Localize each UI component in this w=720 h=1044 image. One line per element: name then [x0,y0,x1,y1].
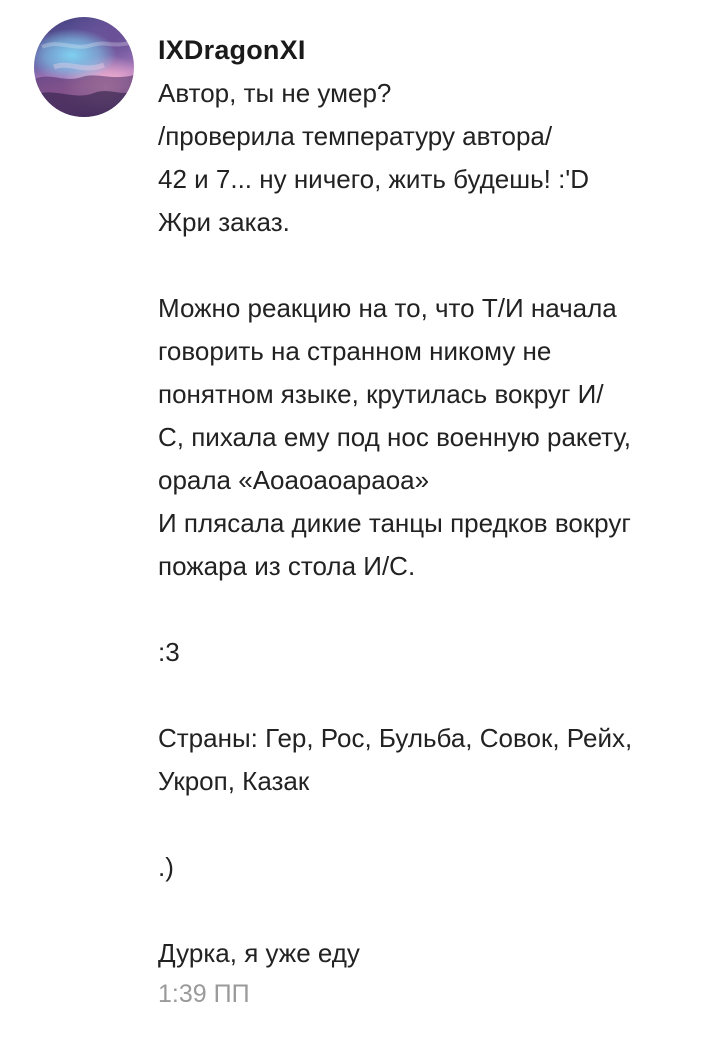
message-line: Страны: Гер, Рос, Бульба, Совок, Рейх, [158,723,633,753]
message-line: /проверила температуру автора/ [158,121,553,151]
message-line: Автор, ты не умер? [158,78,392,108]
message-line [158,889,703,932]
username[interactable]: IXDragonXI [158,35,306,65]
message-line: понятном языке, крутилась вокруг И/ [158,379,604,409]
message-line: 42 и 7... ну ничего, жить будешь! :'D [158,164,590,194]
message-line: Можно реакцию на то, что Т/И начала [158,293,617,323]
message-line [158,244,703,287]
message-line: пожара из стола И/С. [158,551,416,581]
message-line: говорить на странном никому не [158,336,552,366]
message-line: Жри заказ. [158,207,290,237]
message-line [158,588,703,631]
comment-content [158,28,703,1013]
message-line: орала «Аоаоаоараоа» [158,465,430,495]
timestamp: 1:39 ПП [158,980,250,1008]
message-line: .) [158,852,174,882]
message-line: И плясала дикие танцы предков вокруг [158,508,631,538]
sunset-sky-avatar-icon [34,17,134,117]
message-line [158,803,703,846]
message-body [158,72,703,975]
message-line: Укроп, Казак [158,766,310,796]
message-line: Дурка, я уже еду [158,938,360,968]
message-line [158,674,703,717]
message-line: С, пихала ему под нос военную ракету, [158,422,631,452]
message-line: :3 [158,637,180,667]
avatar[interactable] [34,17,134,117]
